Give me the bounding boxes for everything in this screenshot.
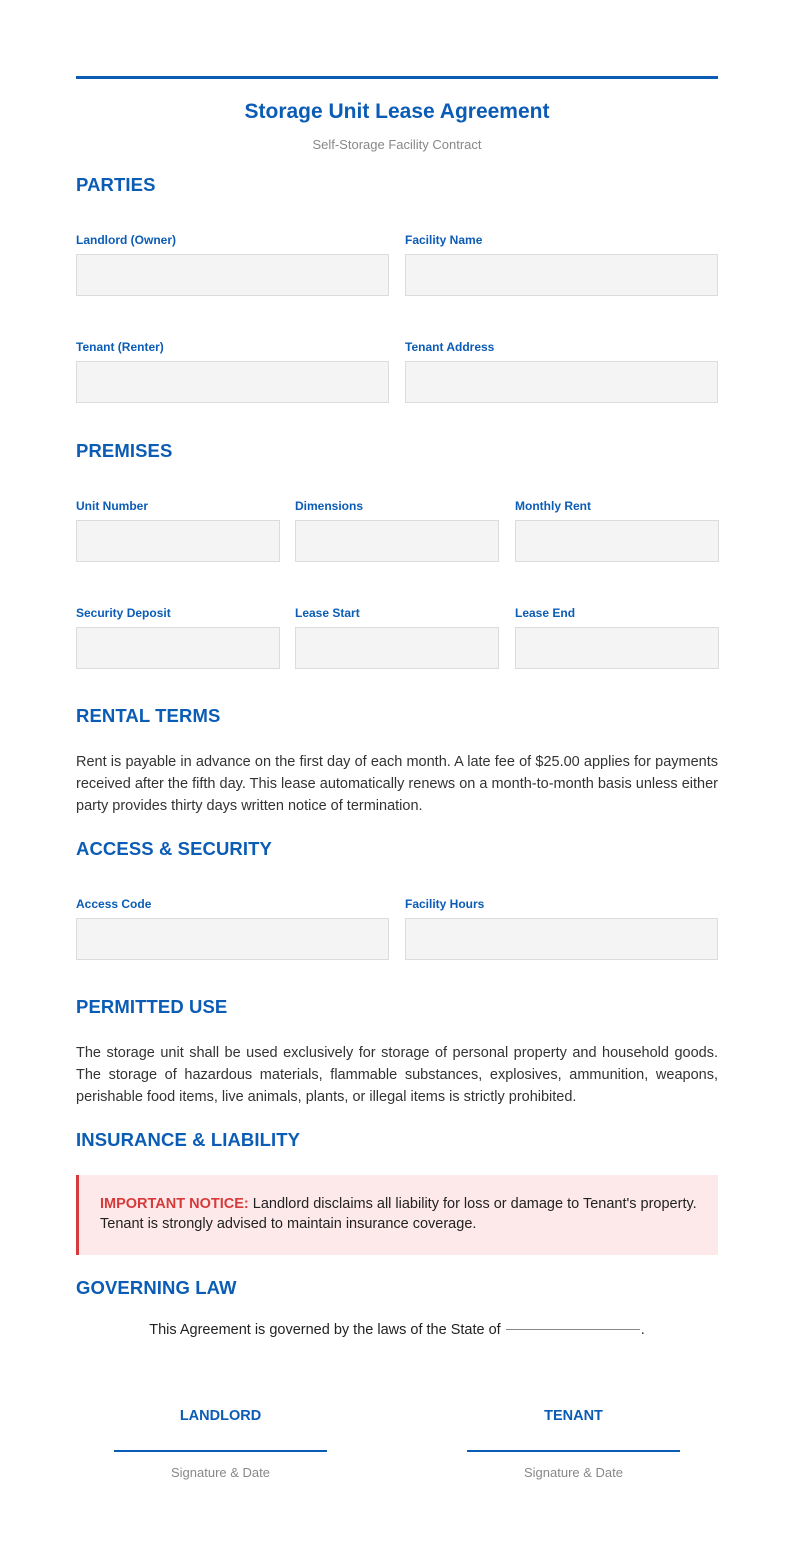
monthly-rent-label: Monthly Rent — [515, 499, 591, 513]
section-heading-parties: PARTIES — [76, 174, 156, 195]
governing-law-period: . — [640, 1322, 645, 1338]
lease-start-label: Lease Start — [295, 606, 360, 620]
document-title: Storage Unit Lease Agreement — [244, 100, 550, 123]
notice-text: Landlord disclaims all liability for loss or damage to Tenant's property. Tenant is strongly advised to maintain insurance coverage. — [100, 1196, 697, 1232]
header-rule — [76, 76, 718, 79]
notice-label: IMPORTANT NOTICE: — [100, 1196, 249, 1212]
landlord-field[interactable] — [76, 254, 389, 296]
dimensions-label: Dimensions — [295, 499, 364, 513]
facility-name-field[interactable] — [405, 254, 718, 296]
landlord-signature-line[interactable] — [114, 1450, 327, 1452]
section-heading-governing-law: GOVERNING LAW — [76, 1277, 237, 1298]
landlord-signature-title: LANDLORD — [179, 1408, 262, 1424]
document-subtitle: Self-Storage Facility Contract — [312, 137, 482, 152]
monthly-rent-field[interactable] — [515, 520, 719, 562]
tenant-signature-caption: Signature & Date — [523, 1465, 623, 1480]
lease-start-field[interactable] — [295, 627, 499, 669]
governing-law-text: This Agreement is governed by the laws of the State of — [149, 1322, 505, 1338]
security-deposit-field[interactable] — [76, 627, 280, 669]
section-heading-premises: PREMISES — [76, 440, 173, 461]
landlord-label: Landlord (Owner) — [76, 233, 176, 247]
tenant-address-label: Tenant Address — [405, 340, 495, 354]
important-notice-box — [76, 1175, 718, 1255]
security-deposit-label: Security Deposit — [76, 606, 171, 620]
facility-hours-label: Facility Hours — [405, 897, 485, 911]
tenant-signature-title: TENANT — [544, 1408, 603, 1424]
landlord-signature-caption: Signature & Date — [170, 1465, 270, 1480]
governing-law-statement — [76, 1322, 718, 1338]
state-blank-field[interactable] — [506, 1328, 640, 1330]
tenant-label: Tenant (Renter) — [76, 340, 164, 354]
facility-name-label: Facility Name — [405, 233, 483, 247]
unit-number-field[interactable] — [76, 520, 280, 562]
section-heading-rental-terms: RENTAL TERMS — [76, 705, 221, 726]
section-heading-access-security: ACCESS & SECURITY — [76, 838, 272, 859]
section-heading-insurance-liability: INSURANCE & LIABILITY — [76, 1129, 301, 1150]
permitted-use-text: The storage unit shall be used exclusively for storage of personal property and household goods. The storage of hazardous materials, flammable substances, explosives, ammunition, weapons, perishable food items, live animals, plants, or illegal items is strictly prohibited. — [76, 1045, 718, 1105]
tenant-address-field[interactable] — [405, 361, 718, 403]
dimensions-field[interactable] — [295, 520, 499, 562]
access-code-label: Access Code — [76, 897, 152, 911]
rental-terms-text: Rent is payable in advance on the first day of each month. A late fee of $25.00 applies for payments received after the fifth day. This lease automatically renews on a month-to-month basis unless either party provides thirty days written notice of termination. — [76, 754, 718, 814]
lease-end-label: Lease End — [515, 606, 576, 620]
facility-hours-field[interactable] — [405, 918, 718, 960]
section-heading-permitted-use: PERMITTED USE — [76, 996, 228, 1017]
tenant-signature-line[interactable] — [467, 1450, 680, 1452]
unit-number-label: Unit Number — [76, 499, 148, 513]
access-code-field[interactable] — [76, 918, 389, 960]
tenant-field[interactable] — [76, 361, 389, 403]
lease-end-field[interactable] — [515, 627, 719, 669]
